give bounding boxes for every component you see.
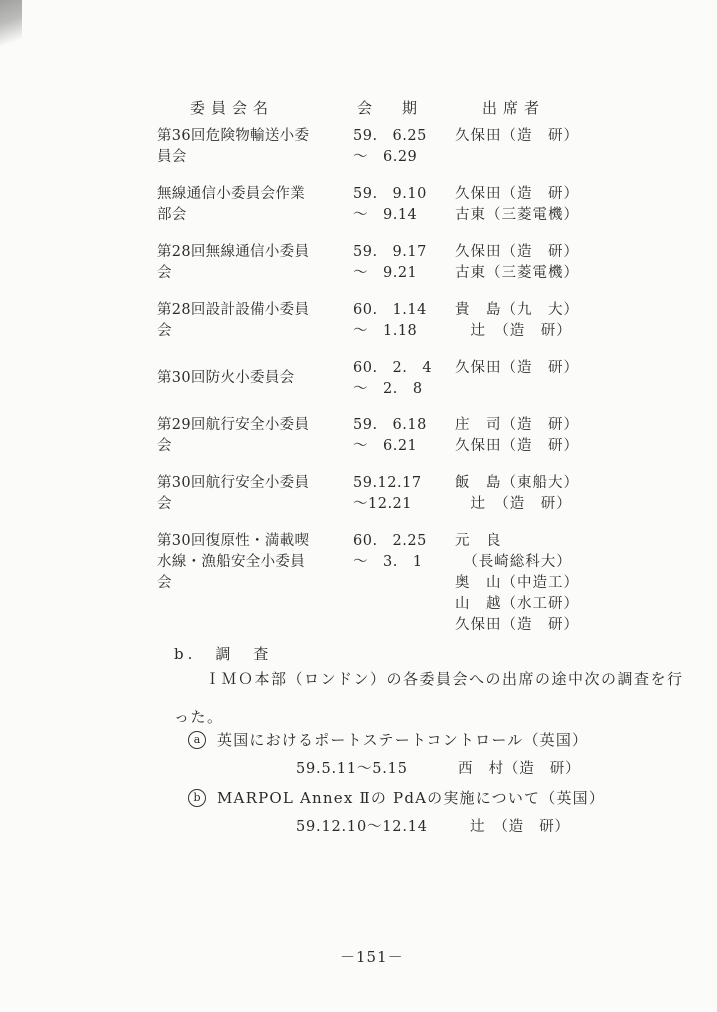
session-date: 59.12.17	[353, 475, 422, 491]
committee-name: 水線・漁船安全小委員	[157, 554, 305, 570]
survey-item-attendee: 西 村（造 研）	[458, 761, 581, 777]
circled-marker: b	[188, 789, 206, 807]
committee-name: 第30回航行安全小委員	[157, 475, 310, 491]
session-date: 60. 2.25	[353, 533, 427, 549]
survey-item-title: MARPOL Annex Ⅱの PdAの実施について（英国）	[217, 789, 606, 807]
committee-name: 会	[157, 438, 172, 454]
attendee: 久保田（造 研）	[455, 186, 579, 202]
session-date: ～ 6.21	[353, 438, 418, 454]
committee-name: 第36回危険物輸送小委	[157, 128, 310, 144]
session-date: 60. 1.14	[353, 302, 427, 318]
attendee: 奥 山（中造工）	[455, 575, 579, 591]
attendee: 飯 島（東船大）	[455, 475, 579, 491]
session-date: 59. 6.18	[353, 417, 427, 433]
section-title-survey: b. 調 査	[174, 645, 273, 663]
session-date: ～ 3. 1	[353, 554, 423, 570]
header-committee-name: 委員会名	[190, 99, 275, 117]
session-date: ～ 1.18	[353, 323, 418, 339]
survey-item-title: 英国におけるポートステートコントロール（英国）	[217, 731, 589, 749]
survey-item-dates: 59.12.10～12.14	[296, 819, 428, 835]
attendee: 庄 司（造 研）	[455, 417, 579, 433]
attendee: 久保田（造 研）	[455, 244, 579, 260]
attendee: 古東（三菱電機）	[455, 207, 579, 223]
session-date: 59. 9.17	[353, 244, 427, 260]
committee-name: 会	[157, 575, 172, 591]
session-date: 59. 6.25	[353, 128, 427, 144]
committee-name: 会	[157, 323, 172, 339]
attendee: 山 越（水工研）	[455, 596, 579, 612]
committee-name: 員会	[157, 149, 187, 165]
session-date: ～ 2. 8	[353, 381, 423, 397]
attendee: （長崎総科大）	[455, 554, 572, 570]
attendee: 貴 島（九 大）	[455, 302, 579, 318]
circled-marker: a	[188, 731, 206, 749]
committee-name: 会	[157, 265, 172, 281]
attendee: 久保田（造 研）	[455, 617, 579, 633]
scan-edge-mark	[0, 0, 22, 60]
attendee: 久保田（造 研）	[455, 360, 579, 376]
session-date: ～ 6.29	[353, 149, 418, 165]
attendee: 辻 （造 研）	[455, 496, 572, 512]
committee-name: 第29回航行安全小委員	[157, 417, 310, 433]
survey-item-attendee: 辻 （造 研）	[470, 819, 570, 835]
survey-paragraph: った。	[174, 708, 224, 726]
committee-name: 部会	[157, 207, 187, 223]
session-date: ～ 9.21	[353, 265, 418, 281]
committee-name: 会	[157, 496, 172, 512]
header-session-period: 会期	[357, 99, 448, 117]
attendee: 久保田（造 研）	[455, 128, 579, 144]
session-date: 59. 9.10	[353, 186, 427, 202]
attendee: 元 良	[455, 533, 502, 549]
session-date: 60. 2. 4	[353, 360, 433, 376]
attendee: 久保田（造 研）	[455, 438, 579, 454]
committee-name: 第30回防火小委員会	[157, 370, 295, 386]
attendee: 辻 （造 研）	[455, 323, 572, 339]
survey-item-dates: 59.5.11～5.15	[296, 761, 408, 777]
session-date: ～12.21	[353, 496, 413, 512]
header-attendees: 出席者	[482, 99, 546, 117]
committee-name: 第30回復原性・満載喫	[157, 533, 310, 549]
attendee: 古東（三菱電機）	[455, 265, 579, 281]
committee-name: 無線通信小委員会作業	[157, 186, 305, 202]
page-number: －151－	[340, 948, 404, 966]
session-date: ～ 9.14	[353, 207, 418, 223]
committee-name: 第28回無線通信小委員	[157, 244, 310, 260]
survey-paragraph: ＩＭＯ本部（ロンドン）の各委員会への出席の途中次の調査を行	[205, 670, 684, 688]
committee-name: 第28回設計設備小委員	[157, 302, 310, 318]
